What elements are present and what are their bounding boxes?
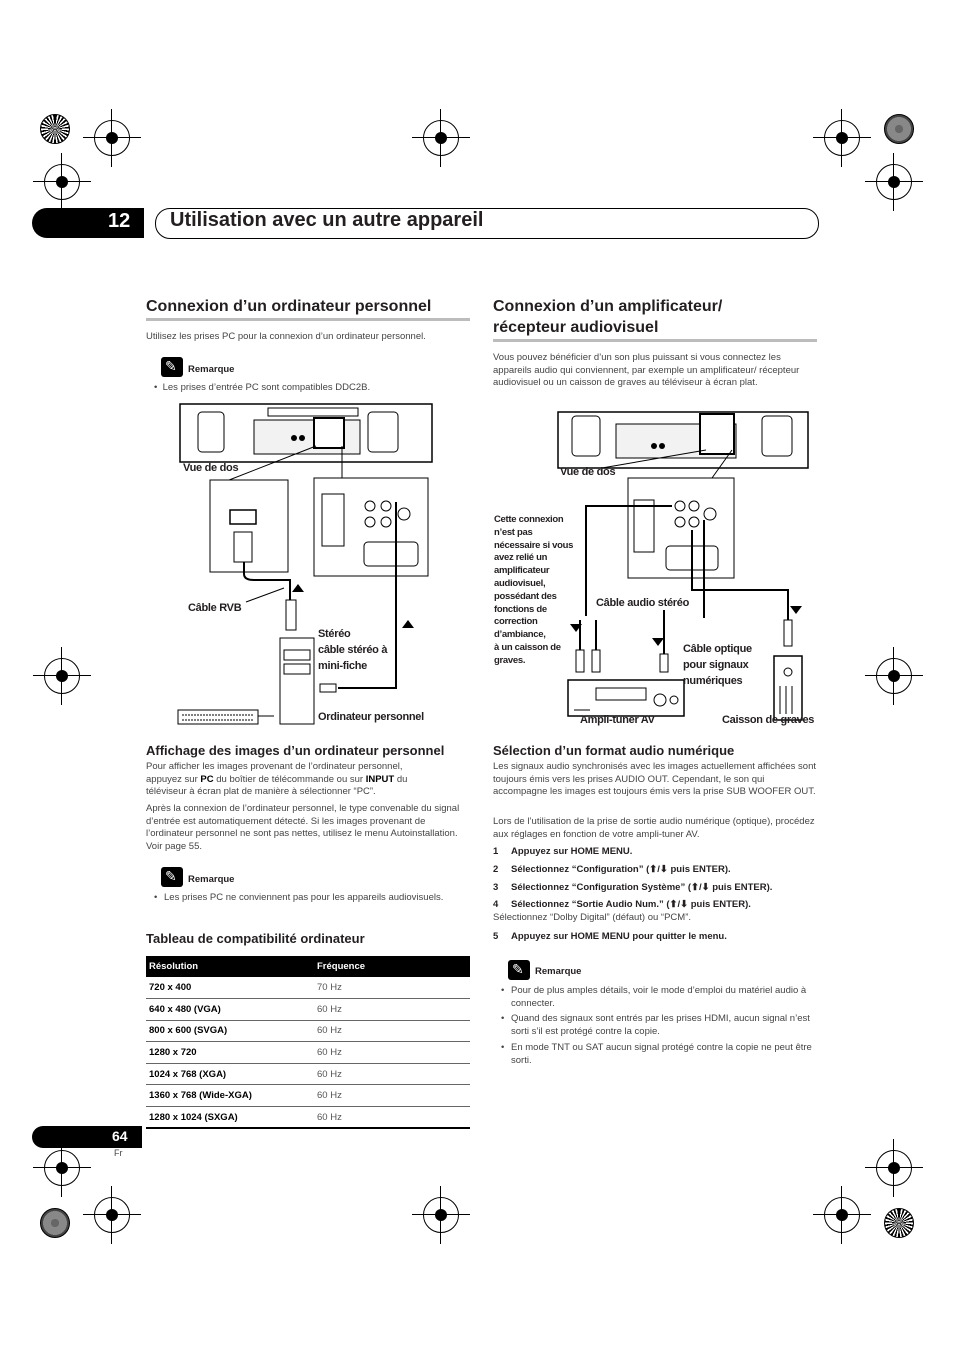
pc-connection-diagram (174, 402, 464, 732)
frequency-cell: 60 Hz (317, 1111, 342, 1123)
note-item: • Les prises d’entrée PC sont compatibles DDC2B. (154, 382, 371, 393)
language-code: Fr (114, 1148, 123, 1158)
step-3: 3 Sélectionnez “Configuration Système” (⬆/⬇ puis ENTER). (493, 882, 773, 893)
compat-table (146, 956, 470, 1129)
resolution-cell: 1024 x 768 (XGA) (149, 1068, 227, 1080)
section-title-av: Connexion d’un amplificateur/ récepteur audiovisuel (493, 298, 723, 336)
note-label: Remarque (188, 364, 235, 375)
amp-label: Ampli-tuner AV (580, 714, 655, 726)
rear-view-label: Vue de dos (560, 466, 616, 478)
chapter-number: 12 (108, 210, 131, 232)
resolution-cell: 1280 x 1024 (SXGA) (149, 1111, 238, 1123)
av-intro: Vous pouvez bénéficier d’un son plus puissant si vous connectez les appareils audio qui conviennent, par exemple un amplificateur/ récepteur audiovisuel ou un caisson de graves au téléviseur à écran plat. (493, 352, 800, 389)
digital-audio-title: Sélection d’un format audio numérique (493, 743, 735, 758)
section-underline (493, 339, 817, 342)
resolution-cell: 1280 x 720 (149, 1047, 197, 1059)
table-row (146, 1063, 470, 1085)
step-2: 2 Sélectionnez “Configuration” (⬆/⬇ puis ENTER). (493, 864, 731, 875)
computer-label: Ordinateur personnel (318, 711, 424, 723)
frequency-cell: 60 Hz (317, 1090, 342, 1102)
note-list: • Pour de plus amples détails, voir le mode d’emploi du matériel audio à connecter. • Quand des signaux sont entrés par les prises HDMI, aucun signal n’est sorti s’il est protégé contre la copie. • En mode TNT ou SAT aucun signal protégé contre la copie ne peut être sorti. (501, 985, 812, 1066)
step-1: 1 Appuyez sur HOME MENU. (493, 846, 633, 857)
resolution-cell: 720 x 400 (149, 982, 192, 994)
compat-table-title: Tableau de compatibilité ordinateur (146, 931, 365, 946)
table-row (146, 1020, 470, 1042)
note-icon (161, 357, 183, 377)
note-icon (161, 867, 183, 887)
table-row (146, 999, 470, 1021)
step-5: 5 Appuyez sur HOME MENU pour quitter le menu. (493, 931, 727, 942)
rear-view-label: Vue de dos (183, 462, 239, 474)
frequency-cell: 60 Hz (317, 1068, 342, 1080)
resolution-cell: 1360 x 768 (Wide-XGA) (149, 1090, 252, 1102)
step-4: 4 Sélectionnez “Sortie Audio Num.” (⬆/⬇ puis ENTER). (493, 899, 751, 910)
section-title-pc: Connexion d’un ordinateur personnel (146, 298, 432, 315)
resolution-cell: 800 x 600 (SVGA) (149, 1025, 228, 1037)
optical-cable-label: Câble optique pour signaux numériques (683, 643, 752, 687)
display-pc-paragraph-2: Après la connexion de l’ordinateur personnel, le type convenable du signal d’entrée est automatiquement détecté. Si les images provenant de l’ordinateur personnel ne sont pas nettes, utilisez le menu Autoinstallation. Voir page 55. (146, 803, 460, 853)
table-row (146, 977, 470, 999)
page-number: 64 (112, 1128, 128, 1144)
frequency-cell: 60 Hz (317, 1003, 342, 1015)
step-4-detail: Sélectionnez “Dolby Digital” (défaut) ou “PCM”. (493, 912, 691, 923)
section-underline (146, 318, 470, 321)
table-row (146, 1107, 470, 1129)
table-row (146, 1085, 470, 1107)
note-icon (508, 960, 530, 980)
stereo-audio-cable-label: Câble audio stéréo (596, 597, 690, 609)
chapter-title: Utilisation avec un autre appareil (170, 209, 484, 231)
side-note: Cette connexion n’est pas nécessaire si vous avez relié un amplificateur audiovisuel, possédant des fonctions de correction d’ambiance, à un caisson de graves. (494, 514, 574, 666)
display-pc-title: Affichage des images d’un ordinateur personnel (146, 743, 445, 758)
digital-audio-paragraph-2: Lors de l’utilisation de la prise de sortie audio numérique (optique), procédez aux réglages en fonction de votre ampli-tuner AV. (493, 816, 815, 840)
frequency-cell: 60 Hz (317, 1025, 342, 1037)
rgb-cable-label: Câble RVB (188, 602, 242, 614)
note-label: Remarque (188, 874, 235, 885)
frequency-cell: 70 Hz (317, 982, 342, 994)
note-label: Remarque (535, 966, 582, 977)
stereo-cable-label: Stéréo câble stéréo à mini-fiche (318, 628, 388, 672)
av-connection-diagram (556, 410, 818, 740)
table-row (146, 1042, 470, 1064)
digital-audio-paragraph-1: Les signaux audio synchronisés avec les images actuellement affichées sont toujours émis vers les prises AUDIO OUT. Cependant, le son qui accompagne les images est toujours émis vers la prise SUB WOOFER OUT. (493, 761, 817, 798)
note-item: • Les prises PC ne conviennent pas pour les appareils audiovisuels. (154, 892, 444, 903)
table-header-resolution: Résolution (149, 961, 199, 972)
table-header-frequency: Fréquence (317, 961, 366, 972)
resolution-cell: 640 x 480 (VGA) (149, 1003, 221, 1015)
display-pc-paragraph-1: Pour afficher les images provenant de l’ordinateur personnel, appuyez sur PC du boîtier de télécommande ou sur INPUT du téléviseur à écran plat de manière à sélectionner “PC”. (146, 761, 408, 798)
subwoofer-label: Caisson de graves (722, 714, 815, 726)
pc-intro: Utilisez les prises PC pour la connexion d’un ordinateur personnel. (146, 331, 426, 342)
frequency-cell: 60 Hz (317, 1047, 342, 1059)
